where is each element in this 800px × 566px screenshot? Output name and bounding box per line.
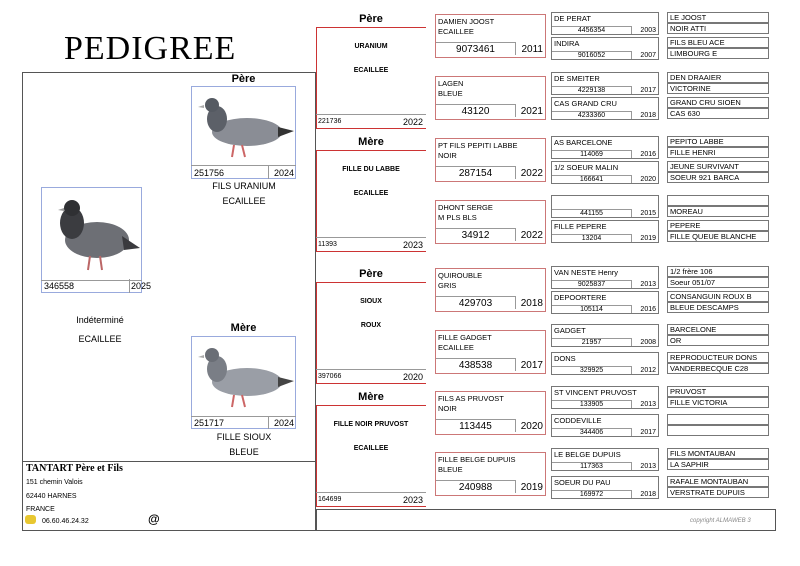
ancestor-box bbox=[551, 12, 659, 35]
ancestor-name: CODDEVILLE bbox=[554, 416, 602, 425]
ancestor-year: 2017 bbox=[640, 87, 656, 94]
ancestor-ring: 105114 bbox=[552, 305, 632, 313]
email-icon[interactable]: @ bbox=[148, 512, 160, 526]
grandparent-name: FILLE DU LABBE bbox=[342, 166, 400, 173]
ancestor-year: 2013 bbox=[640, 281, 656, 288]
grandparent-ring: 11393 bbox=[318, 241, 337, 248]
ancestor-sire: RAFALE MONTAUBAN bbox=[667, 476, 769, 487]
ancestor-year: 2020 bbox=[640, 176, 656, 183]
ancestor-year: 2019 bbox=[640, 235, 656, 242]
ancestor-ring: 441155 bbox=[552, 209, 632, 217]
divider bbox=[316, 114, 426, 115]
grandparent-color: ECAILLEE bbox=[353, 67, 389, 74]
ancestor-sire: DEN DRAAIER bbox=[667, 72, 769, 83]
ancestor-year: 2013 bbox=[640, 463, 656, 470]
ancestor-name: ST VINCENT PRUVOST bbox=[554, 388, 637, 397]
ancestor-name: QUIROUBLE bbox=[438, 271, 483, 280]
ancestor-sire: CONSANGUIN ROUX B bbox=[667, 291, 769, 302]
ancestor-dam: CAS 630 bbox=[667, 108, 769, 119]
ancestor-box bbox=[551, 476, 659, 499]
grandparent-name: URANIUM bbox=[354, 43, 388, 50]
ancestor-box bbox=[551, 291, 659, 314]
sire-year: 2024 bbox=[274, 168, 295, 178]
ancestor-name: 1/2 SOEUR MALIN bbox=[554, 163, 619, 172]
grandparent-color: ROUX bbox=[360, 322, 382, 329]
ancestor-year: 2015 bbox=[640, 210, 656, 217]
ancestor-ring: 240988 bbox=[436, 480, 516, 493]
grandparent-name: FILLE NOIR PRUVOST bbox=[333, 421, 409, 428]
ancestor-name: SOEUR DU PAU bbox=[554, 478, 611, 487]
ancestor-year: 2017 bbox=[520, 360, 543, 371]
ancestor-ring: 34912 bbox=[436, 228, 516, 241]
ancestor-ring: 9016052 bbox=[552, 51, 632, 59]
ancestor-box bbox=[435, 330, 546, 374]
ancestor-year: 2011 bbox=[521, 44, 543, 55]
ancestor-ring: 114069 bbox=[552, 150, 632, 158]
ancestor-year: 2017 bbox=[640, 429, 656, 436]
ancestor-sire: PEPERE bbox=[667, 220, 769, 231]
ancestor-ring: 21957 bbox=[552, 338, 632, 346]
ancestor-box bbox=[551, 414, 659, 437]
ancestor-name: DE PERAT bbox=[554, 14, 591, 23]
ancestor-name: DAMIEN JOOST bbox=[438, 17, 495, 26]
ancestor-box bbox=[435, 14, 546, 58]
ancestor-ring: 429703 bbox=[436, 296, 516, 309]
divider bbox=[316, 492, 426, 493]
subject-sex: Indéterminé bbox=[76, 315, 124, 325]
ancestor-sire: REPRODUCTEUR DONS bbox=[667, 352, 769, 363]
ancestor-ring: 438538 bbox=[436, 358, 516, 371]
subject-ring: 346558 bbox=[44, 281, 75, 291]
ancestor-name: VAN NESTE Henry bbox=[554, 268, 619, 277]
owner-name: TANTART Père et Fils bbox=[26, 463, 123, 474]
ancestor-name: DHONT SERGE bbox=[438, 203, 493, 212]
owner-phone: 06.60.46.24.32 bbox=[42, 518, 89, 525]
ancestor-name: FILLE PEPERE bbox=[554, 222, 607, 231]
ancestor-sire: JEUNE SURVIVANT bbox=[667, 161, 769, 172]
ancestor-year: 2018 bbox=[640, 112, 656, 119]
ancestor-dam: NOIR ATTI bbox=[667, 23, 769, 34]
ancestor-box bbox=[551, 195, 659, 218]
ancestor-name: DE SMEITER bbox=[554, 74, 600, 83]
ancestor-year: 2020 bbox=[520, 421, 543, 432]
ancestor-ring: 43120 bbox=[436, 104, 516, 117]
subject-color: ECAILLEE bbox=[78, 334, 122, 344]
grandparent-name: SIOUX bbox=[360, 298, 382, 305]
ancestor-dam: BLEUE DESCAMPS bbox=[667, 302, 769, 313]
grandparent-heading: Père bbox=[359, 268, 383, 280]
ancestor-name: GADGET bbox=[554, 326, 586, 335]
ancestor-year: 2021 bbox=[520, 106, 543, 117]
copyright: copyright ALMAWEB 3 bbox=[690, 518, 751, 524]
ancestor-sire: PRUVOST bbox=[667, 386, 769, 397]
pigeon-image bbox=[42, 188, 141, 278]
ancestor-box bbox=[435, 452, 546, 496]
ancestor-ring: 13204 bbox=[552, 234, 632, 242]
ancestor-ring: 4229138 bbox=[552, 86, 632, 94]
page-title: PEDIGREE bbox=[64, 30, 237, 67]
ancestor-sire bbox=[667, 414, 769, 425]
ancestor-box bbox=[435, 138, 546, 182]
ancestor-color: NOIR bbox=[438, 151, 457, 160]
ancestor-name: CAS GRAND CRU bbox=[554, 99, 617, 108]
ancestor-year: 2007 bbox=[640, 52, 656, 59]
ancestor-sire: BARCELONE bbox=[667, 324, 769, 335]
ancestor-name: DEPOORTERE bbox=[554, 293, 607, 302]
sire-heading: Père bbox=[231, 73, 256, 85]
grandparent-heading: Mère bbox=[358, 391, 384, 403]
ancestor-name: LAGEN bbox=[438, 79, 464, 88]
ancestor-dam: VERSTRATE DUPUIS bbox=[667, 487, 769, 498]
ancestor-ring: 117363 bbox=[552, 462, 632, 470]
ancestor-box bbox=[551, 266, 659, 289]
ancestor-ring: 166641 bbox=[552, 175, 632, 183]
phone-icon bbox=[25, 515, 36, 524]
dam-year: 2024 bbox=[274, 418, 295, 428]
dam-color: BLEUE bbox=[229, 447, 259, 457]
ancestor-ring: 4233360 bbox=[552, 111, 632, 119]
ancestor-color: M PLS BLS bbox=[438, 213, 477, 222]
ancestor-box bbox=[551, 37, 659, 60]
ancestor-ring: 4456354 bbox=[552, 26, 632, 34]
grandparent-heading: Père bbox=[359, 13, 383, 25]
divider bbox=[316, 369, 426, 370]
ancestor-dam: FILLE VICTORIA bbox=[667, 397, 769, 408]
ancestor-box bbox=[551, 352, 659, 375]
divider bbox=[316, 237, 426, 238]
ancestor-ring: 9025837 bbox=[552, 280, 632, 288]
ancestor-year: 2018 bbox=[520, 298, 543, 309]
owner-country: FRANCE bbox=[26, 506, 55, 513]
ancestor-box bbox=[435, 268, 546, 312]
grandparent-heading: Mère bbox=[358, 136, 384, 148]
ancestor-dam: SOEUR 921 BARCA bbox=[667, 172, 769, 183]
ancestor-name: PT FILS PEPITI LABBE bbox=[438, 141, 518, 150]
dam-ring: 251717 bbox=[194, 418, 225, 428]
ancestor-ring: 133905 bbox=[552, 400, 632, 408]
subject-year: 2025 bbox=[131, 281, 152, 291]
ancestor-year: 2019 bbox=[520, 482, 543, 493]
ancestor-name: DONS bbox=[554, 354, 576, 363]
ancestor-year: 2016 bbox=[640, 306, 656, 313]
sire-color: ECAILLEE bbox=[222, 196, 266, 206]
dam-name: FILLE SIOUX bbox=[216, 432, 272, 442]
grandparent-ring: 164699 bbox=[318, 496, 342, 503]
ancestor-dam: Soeur 051/07 bbox=[667, 277, 769, 288]
ancestor-color: ECAILLEE bbox=[438, 27, 474, 36]
grandparent-color: ECAILLEE bbox=[353, 190, 389, 197]
pigeon-image bbox=[192, 337, 295, 417]
ancestor-sire: 1/2 frère 106 bbox=[667, 266, 769, 277]
ancestor-dam: VICTORINE bbox=[667, 83, 769, 94]
ancestor-name: FILS AS PRUVOST bbox=[438, 394, 504, 403]
ancestor-ring: 344406 bbox=[552, 428, 632, 436]
ancestor-sire: GRAND CRU SIOEN bbox=[667, 97, 769, 108]
dam-heading: Mère bbox=[230, 322, 257, 334]
pigeon-image bbox=[192, 87, 295, 167]
ancestor-color: NOIR bbox=[438, 404, 457, 413]
ancestor-box bbox=[435, 391, 546, 435]
ancestor-year: 2012 bbox=[640, 367, 656, 374]
ancestor-year: 2013 bbox=[640, 401, 656, 408]
ancestor-sire: LE JOOST bbox=[667, 12, 769, 23]
ancestor-name: INDIRA bbox=[554, 39, 580, 48]
ancestor-ring: 329925 bbox=[552, 366, 632, 374]
owner-city: 62440 HARNES bbox=[26, 493, 77, 500]
ancestor-dam: MOREAU bbox=[667, 206, 769, 217]
grandparent-ring: 221736 bbox=[318, 118, 342, 125]
grandparent-color: ECAILLEE bbox=[353, 445, 389, 452]
ancestor-dam: FILLE HENRI bbox=[667, 147, 769, 158]
ancestor-year: 2008 bbox=[640, 339, 656, 346]
sire-ring: 251756 bbox=[194, 168, 225, 178]
ancestor-sire: FILS MONTAUBAN bbox=[667, 448, 769, 459]
ancestor-ring: 9073461 bbox=[436, 42, 516, 55]
ancestor-dam bbox=[667, 425, 769, 436]
ancestor-name: FILLE GADGET bbox=[438, 333, 492, 342]
ancestor-box bbox=[551, 448, 659, 471]
ancestor-box bbox=[551, 386, 659, 409]
ancestor-box bbox=[551, 97, 659, 120]
grandparent-year: 2023 bbox=[403, 240, 424, 250]
ancestor-color: BLEUE bbox=[438, 465, 463, 474]
ancestor-sire: FILS BLEU ACE bbox=[667, 37, 769, 48]
ancestor-year: 2018 bbox=[640, 491, 656, 498]
ancestor-dam: VANDERBECQUE C28 bbox=[667, 363, 769, 374]
ancestor-ring: 287154 bbox=[436, 166, 516, 179]
ancestor-name: LE BELGE DUPUIS bbox=[554, 450, 621, 459]
ancestor-dam: LIMBOURG E bbox=[667, 48, 769, 59]
ancestor-sire bbox=[667, 195, 769, 206]
ancestor-ring: 169972 bbox=[552, 490, 632, 498]
grandparent-year: 2023 bbox=[403, 495, 424, 505]
ancestor-box bbox=[551, 136, 659, 159]
sire-name: FILS URANIUM bbox=[212, 181, 276, 191]
ancestor-box bbox=[551, 161, 659, 184]
ancestor-box bbox=[551, 72, 659, 95]
ancestor-name: AS BARCELONE bbox=[554, 138, 613, 147]
owner-street: 151 chemin Valois bbox=[26, 479, 83, 486]
ancestor-year: 2003 bbox=[640, 27, 656, 34]
ancestor-name: FILLE BELGE DUPUIS bbox=[438, 455, 516, 464]
grandparent-year: 2020 bbox=[403, 372, 424, 382]
ancestor-year: 2016 bbox=[640, 151, 656, 158]
ancestor-box bbox=[435, 76, 546, 120]
grandparent-ring: 397066 bbox=[318, 373, 342, 380]
ancestor-dam: FILLE QUEUE BLANCHE bbox=[667, 231, 769, 242]
ancestor-sire: PEPITO LABBE bbox=[667, 136, 769, 147]
ancestor-box bbox=[551, 324, 659, 347]
subject-photo bbox=[41, 187, 152, 293]
ancestor-year: 2022 bbox=[520, 230, 543, 241]
ancestor-ring: 113445 bbox=[436, 419, 516, 432]
grandparent-year: 2022 bbox=[403, 117, 424, 127]
ancestor-year: 2022 bbox=[520, 168, 543, 179]
ancestor-color: BLEUE bbox=[438, 89, 463, 98]
ancestor-color: GRIS bbox=[438, 281, 457, 290]
ancestor-box bbox=[435, 200, 546, 244]
ancestor-dam: LA SAPHIR bbox=[667, 459, 769, 470]
ancestor-box bbox=[551, 220, 659, 243]
ancestor-dam: OR bbox=[667, 335, 769, 346]
ancestor-color: ECAILLEE bbox=[438, 343, 474, 352]
